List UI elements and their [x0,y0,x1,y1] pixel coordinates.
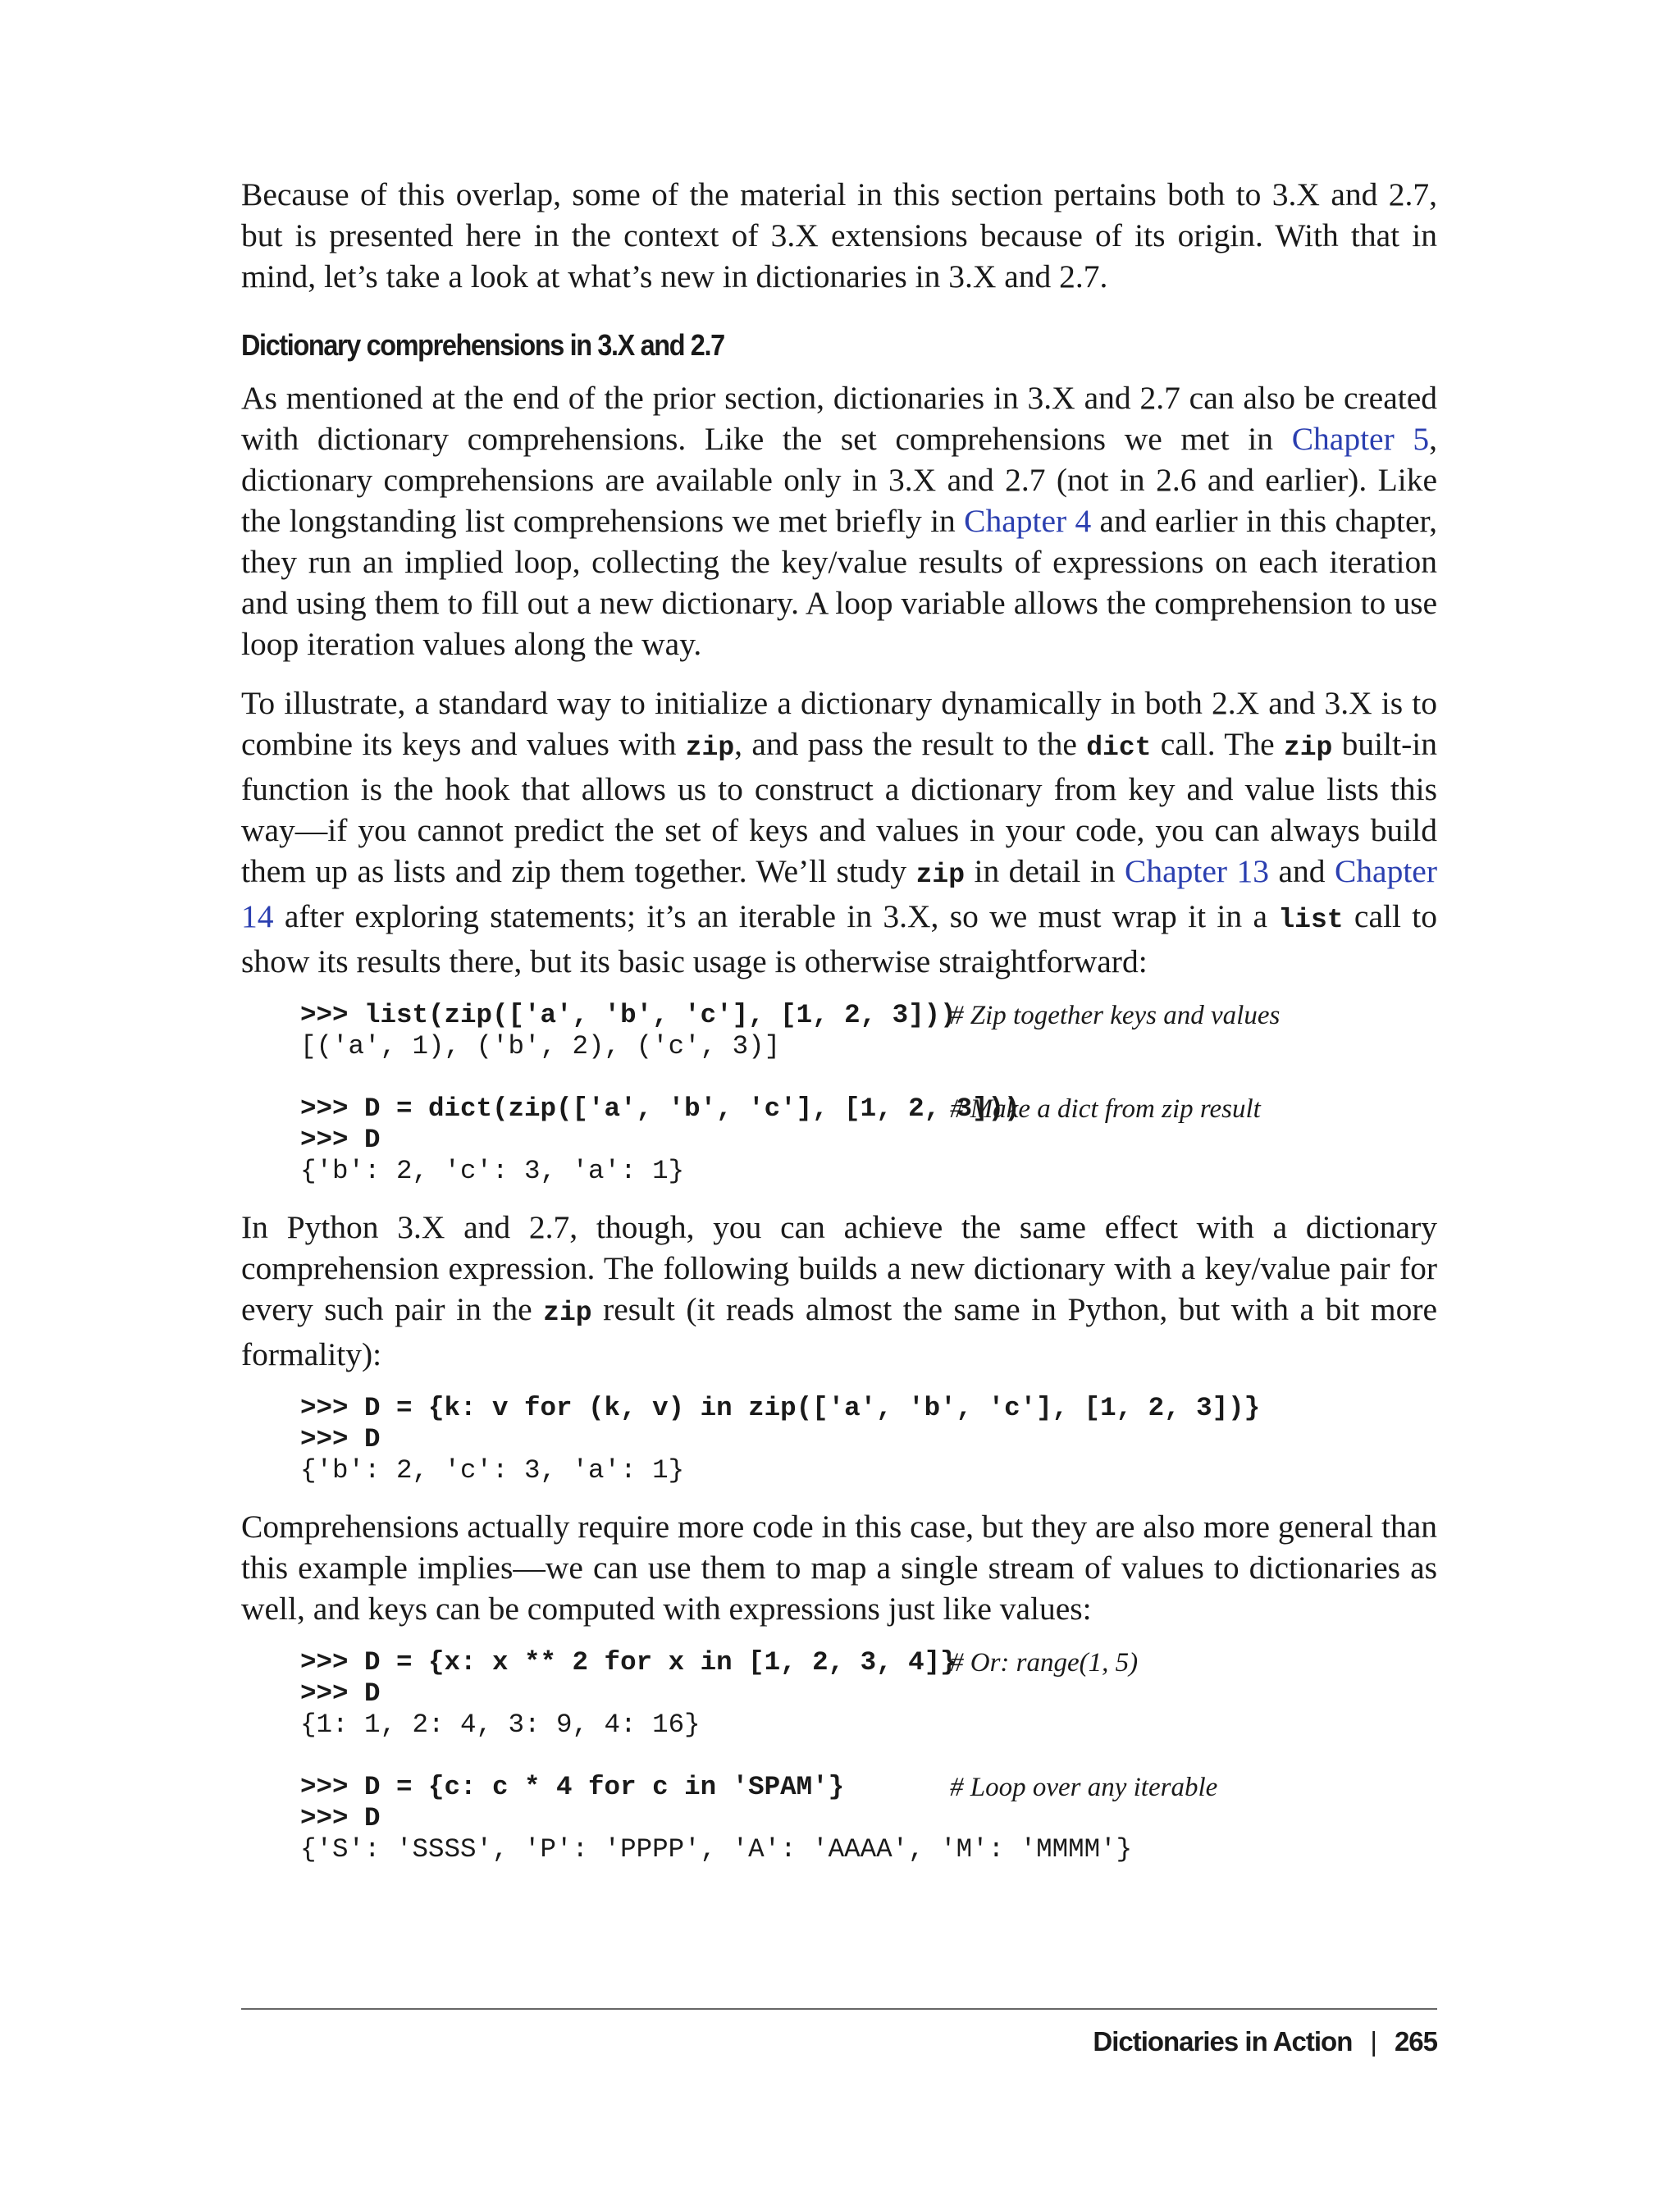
code-output: {'b': 2, 'c': 3, 'a': 1} [300,1455,685,1486]
footer-separator: | [1370,2026,1376,2057]
text-run: , and pass the result to the [734,726,1087,762]
paragraph-comprehension-expression [241,1207,1437,1375]
code-input: >>> list(zip(['a', 'b', 'c'], [1, 2, 3])) [300,1000,956,1030]
code-line [300,1772,1437,1803]
code-block-zip-dict [300,1000,1437,1187]
code-comment: # Or: range(1, 5) [950,1648,1139,1678]
page-footer [241,2008,1437,2057]
text-run: result (it reads almost the same in Python, but with a bit more formality): [241,1291,1438,1372]
text-run: call to show its results there, but its basic usage is otherwise straightforward: [241,898,1438,979]
code-input: >>> D [300,1803,381,1833]
code-input: >>> D [300,1424,381,1454]
code-output: {1: 1, 2: 4, 3: 9, 4: 16} [300,1710,701,1740]
section-heading: Dictionary comprehensions in 3.X and 2.7 [241,328,724,362]
paragraph-dict-comprehensions [241,377,1437,664]
intro-paragraph: Because of this overlap, some of the material in this section pertains both to 3.X and 2.7, but is presented here in the context of 3.X extensions because of its origin. With that in mind, let’s take a look at what’s new in dictionaries in 3.X and 2.7. [241,176,1437,294]
page-number: 265 [1394,2026,1437,2057]
inline-code-zip: zip [1283,733,1333,763]
code-input: >>> D [300,1125,381,1155]
code-output: {'S': 'SSSS', 'P': 'PPPP', 'A': 'AAAA', 'M': 'MMMM'} [300,1834,1133,1865]
code-input: >>> D = dict(zip(['a', 'b', 'c'], [1, 2, 3])) [300,1093,1020,1124]
link-chapter-14[interactable]: Chapter 14 [241,853,1437,934]
code-output: [('a', 1), ('b', 2), ('c', 3)] [300,1031,781,1061]
code-comment: # Zip together keys and values [950,1001,1281,1030]
code-comment: # Loop over any iterable [950,1773,1218,1802]
text-run: in detail in [965,853,1125,889]
text-run: and earlier in this chapter, they run an implied loop, collecting the key/value results of expressions on each iteration and using them to fill out a new dictionary. A loop variable allows the comprehension to use loop iteration values along the way. [241,503,1437,662]
code-block-dict-comprehension [300,1393,1437,1486]
code-line [300,1834,1437,1865]
code-line [300,1000,1437,1031]
code-comment: # Make a dict from zip result [950,1094,1261,1124]
text-run: As mentioned at the end of the prior section, dictionaries in 3.X and 2.7 can also be created with dictionary comprehensions. Like the set comprehensions we met in [241,380,1437,457]
code-output: {'b': 2, 'c': 3, 'a': 1} [300,1156,685,1186]
code-line [300,1031,1437,1062]
code-line [300,1393,1437,1424]
code-input: >>> D = {k: v for (k, v) in zip(['a', 'b', 'c'], [1, 2, 3])} [300,1393,1261,1423]
link-chapter-4[interactable]: Chapter 4 [964,503,1092,539]
code-block-computed-keys [300,1647,1437,1865]
text-run: call. The [1151,726,1284,762]
code-line [300,1710,1437,1741]
code-line [300,1678,1437,1710]
code-line [300,1093,1437,1125]
inline-code-dict: dict [1086,733,1152,763]
footer-row [241,2026,1437,2057]
code-line [300,1424,1437,1455]
code-line [300,1803,1437,1834]
inline-code-list: list [1278,905,1344,935]
inline-code-zip: zip [685,733,735,763]
running-title: Dictionaries in Action [1093,2026,1353,2057]
inline-code-zip: zip [915,860,966,890]
text-run: , dictionary comprehensions are available only in 3.X and 2.7 (not in 2.6 and earlier). Like the longstanding list comprehensions we met briefly in [241,421,1438,539]
code-line [300,1156,1437,1187]
code-input: >>> D [300,1678,381,1709]
code-input: >>> D = {x: x ** 2 for x in [1, 2, 3, 4]} [300,1647,956,1678]
paragraph-more-general: Comprehensions actually require more code in this case, but they are also more general than this example implies—we can use them to map a single stream of values to dictionaries as well, and keys can be computed with expressions just like values: [241,1509,1437,1627]
text-run: built-in function is the hook that allows us to construct a dictionary from key and value lists this way—if you cannot predict the set of keys and values in your code, you can always build them up as lists and zip them together. We’ll study [241,726,1437,889]
code-line [300,1455,1437,1486]
inline-code-zip: zip [543,1298,592,1328]
link-chapter-13[interactable]: Chapter 13 [1125,853,1270,889]
text-run: and [1269,853,1335,889]
text-run: after exploring statements; it’s an iterable in 3.X, so we must wrap it in a [273,898,1279,934]
page-content [241,174,1437,1885]
link-chapter-5[interactable]: Chapter 5 [1291,421,1430,457]
text-run: To illustrate, a standard way to initialize a dictionary dynamically in both 2.X and 3.X is to combine its keys and values with [241,685,1437,762]
code-blank-line [300,1741,1437,1772]
paragraph-zip [241,682,1437,982]
text-run: In Python 3.X and 2.7, though, you can achieve the same effect with a dictionary comprehension expression. The following builds a new dictionary with a key/value pair for every such pair in the [241,1209,1437,1327]
code-input: >>> D = {c: c * 4 for c in 'SPAM'} [300,1772,845,1802]
code-line [300,1125,1437,1156]
code-blank-line [300,1062,1437,1093]
footer-rule [241,2008,1437,2010]
code-line [300,1647,1437,1678]
